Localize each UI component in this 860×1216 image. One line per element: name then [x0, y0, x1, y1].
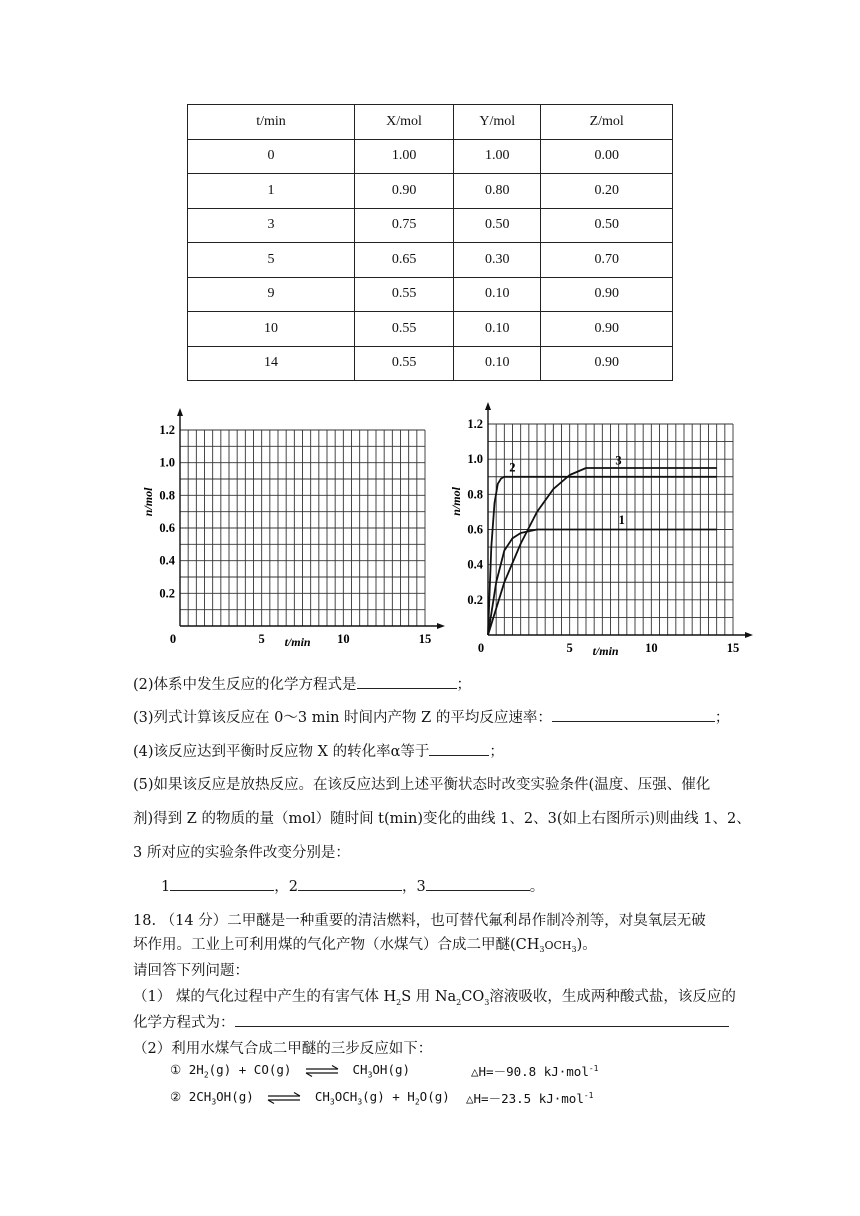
table-cell: 0.80 — [454, 174, 541, 209]
question-2-text: (2)体系中发生反应的化学方程式是 — [133, 677, 357, 693]
text: OCH — [334, 1089, 358, 1104]
table-header-cell: t/min — [188, 105, 355, 140]
enthalpy-1 — [471, 1062, 599, 1080]
answer-blank-2[interactable] — [298, 876, 402, 891]
curve-label-2: 2 — [509, 460, 516, 475]
y-tick-label: 1.2 — [467, 417, 483, 431]
section-18-part1-line2 — [133, 1011, 729, 1032]
label-1: 1 — [161, 879, 171, 895]
x-tick-label: 5 — [566, 641, 573, 655]
sub: 2 — [396, 997, 402, 1007]
table-row — [188, 346, 673, 381]
table-cell: 0.55 — [355, 346, 454, 381]
table-cell: 0.90 — [541, 346, 673, 381]
label-3: ，3 — [401, 879, 426, 895]
text: CH — [314, 1089, 330, 1104]
punct: 。 — [529, 879, 545, 895]
table-row — [188, 139, 673, 174]
enthalpy-2 — [466, 1089, 594, 1107]
sub: 3 — [571, 945, 577, 955]
y-tick-label: 0.6 — [159, 521, 175, 535]
equilibrium-arrows-icon — [267, 1092, 301, 1104]
x-tick-label: 5 — [258, 632, 265, 646]
table-header-cell: Z/mol — [541, 105, 673, 140]
text: (g) + CO(g) — [208, 1062, 292, 1077]
table-header-cell: X/mol — [355, 105, 454, 140]
x-tick-label: 15 — [418, 632, 432, 646]
table-cell: 0.65 — [355, 243, 454, 278]
text: 化学方程式为： — [133, 1015, 235, 1031]
table-row — [188, 174, 673, 209]
sub: 3 — [357, 1097, 363, 1107]
question-3-text: (3)列式计算该反应在 0～3 min 时间内产物 Z 的平均反应速率： — [133, 710, 552, 726]
table-cell: 0.55 — [355, 277, 454, 312]
table-cell: 0.90 — [541, 312, 673, 347]
x-tick-label: 0 — [477, 641, 485, 655]
question-5-line1: (5)如果该反应是放热反应。在该反应达到上述平衡状态时改变实验条件(温度、压强、催化 — [133, 777, 711, 793]
data-table — [187, 104, 673, 381]
text: △H=－90.8 kJ·mol — [471, 1064, 589, 1079]
sub: 3 — [367, 1070, 373, 1080]
question-4 — [133, 740, 504, 761]
table-cell: 5 — [188, 243, 355, 278]
table-cell: 0.10 — [454, 312, 541, 347]
text: △H=－23.5 kJ·mol — [466, 1091, 584, 1106]
y-tick-label: 0.4 — [467, 557, 483, 572]
table-cell: 0.10 — [454, 277, 541, 312]
section-18-part1 — [133, 985, 736, 1007]
x-tick-label: 15 — [726, 641, 740, 655]
table-cell: 0.10 — [454, 346, 541, 381]
empty-grid-graph — [140, 404, 440, 664]
sub: 3 — [539, 945, 545, 955]
question-2 — [133, 673, 471, 694]
y-tick-label: 0.8 — [159, 488, 175, 503]
sub: 2 — [414, 1097, 420, 1107]
text: O(g) — [419, 1089, 450, 1104]
text: OH(g) — [372, 1062, 411, 1077]
section-18-prompt: 请回答下列问题： — [133, 963, 249, 979]
table-cell: 0.00 — [541, 139, 673, 174]
table-header-cell: Y/mol — [454, 105, 541, 140]
y-tick-label: 1.2 — [159, 423, 175, 437]
section-18-line2 — [133, 933, 597, 954]
y-axis-label: n/mol — [141, 487, 155, 517]
curves-graph — [449, 404, 740, 664]
text: S 用 Na — [401, 989, 457, 1005]
table-cell: 0.75 — [355, 208, 454, 243]
table-cell: 0.50 — [454, 208, 541, 243]
table-cell: 0.90 — [541, 277, 673, 312]
text: 溶液吸收，生成两种酸式盐，该反应的 — [489, 989, 736, 1005]
question-4-text: (4)该反应达到平衡时反应物 X 的转化率α等于 — [133, 744, 430, 760]
y-tick-label: 0.2 — [159, 586, 175, 601]
table-cell: 9 — [188, 277, 355, 312]
label-2: ，2 — [274, 879, 298, 895]
table-row — [188, 312, 673, 347]
answer-blank[interactable] — [235, 1012, 729, 1027]
equilibrium-arrows-icon — [305, 1065, 339, 1077]
curve-label-3: 3 — [615, 453, 622, 468]
x-axis-label: t/min — [284, 635, 311, 649]
sup: -1 — [588, 1063, 599, 1073]
sub: 2 — [203, 1070, 209, 1080]
question-5-line2: 剂)得到 Z 的物质的量（mol）随时间 t(min)变化的曲线 1、2、3(如上右图所示)则曲线 1、2、 — [133, 811, 751, 827]
eq-number: ① — [170, 1062, 182, 1077]
table-cell: 10 — [188, 312, 355, 347]
y-tick-label: 0.4 — [159, 553, 175, 568]
y-axis-arrow-icon — [177, 408, 183, 416]
question-3 — [133, 706, 729, 727]
x-tick-label: 0 — [169, 632, 177, 646]
answer-blank-3[interactable] — [426, 876, 530, 891]
table-cell: 0.55 — [355, 312, 454, 347]
table-cell: 1 — [188, 174, 355, 209]
answer-blank[interactable] — [552, 707, 715, 722]
answer-blank-1[interactable] — [170, 876, 274, 891]
section-18-line1: 18. （14 分）二甲醚是一种重要的清洁燃料，也可替代氟利昂作制冷剂等，对臭氧层无破 — [133, 913, 706, 929]
answer-blank[interactable] — [429, 741, 489, 756]
punct: ； — [489, 744, 504, 760]
x-axis-arrow-icon — [437, 623, 445, 629]
eq-number: ② — [170, 1089, 182, 1104]
table-row — [188, 243, 673, 278]
question-5-answers — [161, 875, 544, 896]
section-18-part2: （2）利用水煤气合成二甲醚的三步反应如下： — [133, 1041, 433, 1057]
curve-label-1: 1 — [618, 513, 625, 528]
table-row — [188, 277, 673, 312]
equation-2 — [170, 1089, 450, 1107]
table-cell: 0.90 — [355, 174, 454, 209]
formula — [539, 939, 577, 955]
sup: -1 — [583, 1090, 594, 1100]
text: 2H — [188, 1062, 204, 1077]
punct: ； — [714, 710, 730, 726]
x-tick-label: 10 — [337, 632, 350, 646]
text: OCH — [544, 939, 572, 952]
punct: ； — [456, 677, 472, 693]
sub: 3 — [329, 1097, 335, 1107]
equation-1 — [170, 1062, 410, 1080]
question-5-line3: 3 所对应的实验条件改变分别是： — [133, 845, 350, 861]
text: OH(g) — [216, 1089, 254, 1104]
table-header-row — [188, 105, 673, 140]
y-tick-label: 0.2 — [467, 592, 483, 607]
table-row — [188, 208, 673, 243]
text: 2CH — [188, 1089, 212, 1104]
text: 坏作用。工业上可利用煤的气化产物（水煤气）合成二甲醚(CH — [133, 937, 540, 953]
sub: 3 — [211, 1097, 217, 1107]
text: CO — [461, 989, 485, 1005]
table-cell: 0.50 — [541, 208, 673, 243]
sub: 3 — [484, 997, 490, 1007]
x-axis-label: t/min — [592, 644, 619, 658]
table-cell: 0.70 — [541, 243, 673, 278]
y-tick-label: 1.0 — [467, 452, 483, 467]
table-cell: 0.30 — [454, 243, 541, 278]
text: (g) + H — [362, 1089, 415, 1104]
answer-blank[interactable] — [357, 674, 457, 689]
y-axis-label: n/mol — [449, 487, 463, 516]
y-tick-label: 1.0 — [159, 455, 175, 470]
y-tick-label: 0.8 — [467, 487, 483, 502]
table-cell: 3 — [188, 208, 355, 243]
y-axis-arrow-icon — [485, 402, 491, 410]
x-tick-label: 10 — [645, 641, 658, 655]
sub: 2 — [456, 997, 462, 1007]
table-cell: 1.00 — [355, 139, 454, 174]
text: )。 — [576, 937, 597, 953]
text: CH — [352, 1062, 368, 1077]
y-tick-label: 0.6 — [467, 522, 483, 537]
text: （1） 煤的气化过程中产生的有害气体 H — [133, 989, 397, 1005]
table-cell: 0 — [188, 139, 355, 174]
table-cell: 0.20 — [541, 174, 673, 209]
table-cell: 1.00 — [454, 139, 541, 174]
x-axis-arrow-icon — [745, 632, 753, 638]
table-cell: 14 — [188, 346, 355, 381]
